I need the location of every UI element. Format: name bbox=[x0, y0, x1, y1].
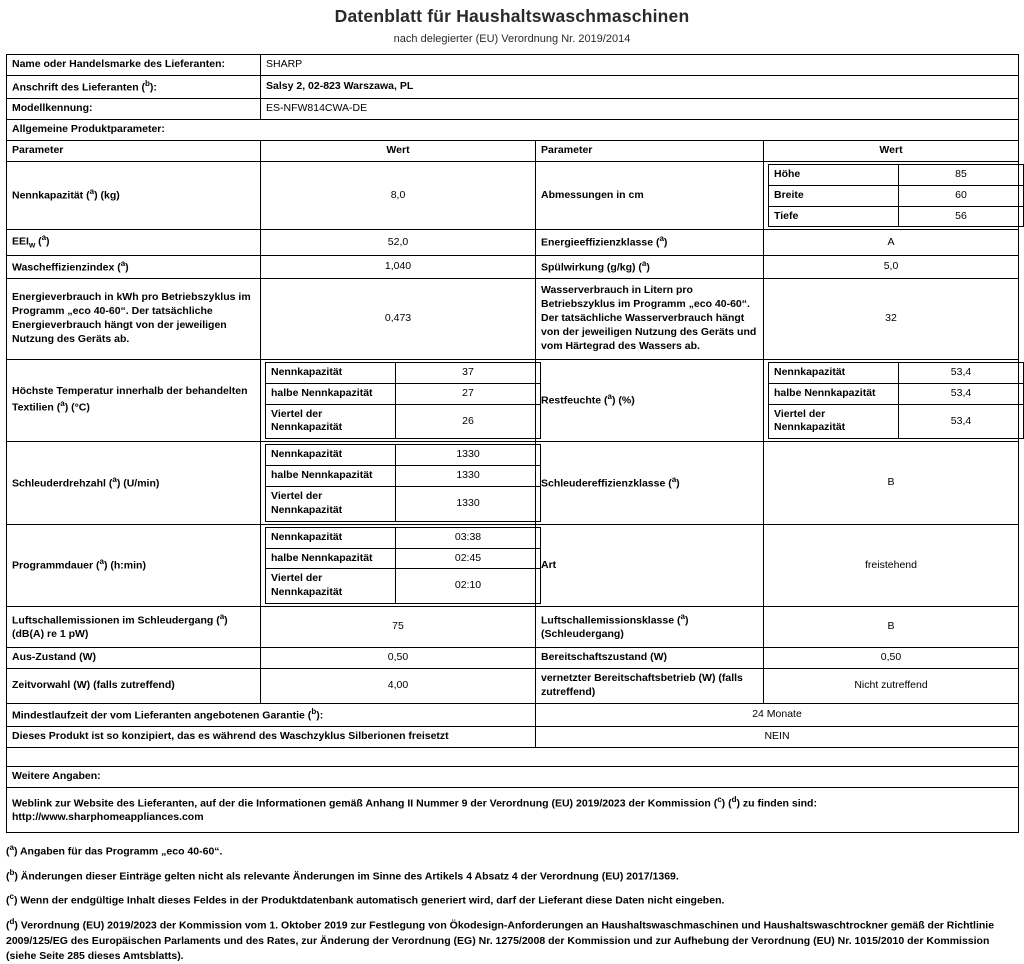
footnote-ref-a: a bbox=[41, 233, 47, 243]
table-row-spacer bbox=[7, 747, 1019, 766]
table-row-capacity-dimensions bbox=[7, 161, 1019, 230]
table-row-duration-type bbox=[7, 524, 1019, 606]
footnote-ref-a: a bbox=[112, 474, 117, 484]
weblink-text-end: ) zu finden sind: bbox=[736, 797, 817, 810]
standby-value: 0,50 bbox=[764, 648, 1019, 669]
footnote-ref-b: b bbox=[145, 78, 150, 88]
moisture-label-text: Restfeuchte ( bbox=[541, 394, 608, 407]
footnote-ref-a: a bbox=[680, 612, 685, 622]
spin-speed-label-full: Nennkapazität bbox=[266, 445, 396, 466]
footnote-d: ($^d$) Verordnung (EU) 2019/2023 der Kommission vom 1. Oktober 2019 zur Festlegung von Ökodesign-Anforderungen an Haushaltswaschmaschinen und Haushaltswaschtrockner gemäß der Richtlinie 2009/125/EG des Europäischen Parlaments und des Rates, zur Änderung der Verordnung (EG) Nr. 1275/2008 der Kommission und zur Aufhebung der Verordnung (EU) Nr. 1015/2010 der Kommission (siehe Seite 285 dieses Amtsblatts). bbox=[6, 917, 995, 962]
silver-ions-value: NEIN bbox=[536, 727, 1019, 748]
table-row-headers bbox=[7, 140, 1019, 161]
duration-subtable-cell bbox=[261, 524, 536, 606]
standby-label: Bereitschaftszustand (W) bbox=[536, 648, 764, 669]
capacity-label-end: ) (kg) bbox=[94, 189, 120, 202]
rinse-label-text: Spülwirkung (g/kg) ( bbox=[541, 261, 642, 274]
dimension-label-width: Breite bbox=[769, 185, 899, 206]
duration-label-end: ) (h:min) bbox=[103, 559, 146, 572]
dimensions-subtable bbox=[768, 164, 1024, 228]
spacer-cell bbox=[7, 747, 1019, 766]
max-temp-label-full: Nennkapazität bbox=[266, 362, 396, 383]
table-row-temperature-moisture bbox=[7, 359, 1019, 441]
table-row-wash-index bbox=[7, 255, 1019, 278]
spin-speed-value-full: 1330 bbox=[396, 445, 541, 466]
footnote-ref-a: a bbox=[659, 234, 664, 244]
table-row-weblink bbox=[7, 787, 1019, 832]
spin-speed-label-half: halbe Nennkapazität bbox=[266, 466, 396, 487]
footnote-ref-a: a bbox=[671, 474, 677, 484]
type-label: Art bbox=[536, 524, 764, 606]
duration-label-full: Nennkapazität bbox=[266, 527, 396, 548]
footnote-ref-a: a bbox=[99, 557, 104, 567]
weblink-text: Weblink zur Website des Lieferanten, auf der die Informationen gemäß Anhang II Nummer 9 der Verordnung (EU) 2019/2023 der Kommission ( bbox=[12, 797, 718, 810]
moisture-label-half: halbe Nennkapazität bbox=[769, 383, 899, 404]
eei-label-text: EEI bbox=[12, 235, 29, 248]
model-value: ES-NFW814CWA-DE bbox=[261, 99, 1019, 120]
table-row-silver-ions bbox=[7, 727, 1019, 748]
supplier-name-label: Name oder Handelsmarke des Lieferanten: bbox=[7, 55, 261, 76]
networked-value: Nicht zutreffend bbox=[764, 669, 1019, 704]
duration-row-quarter bbox=[266, 569, 541, 604]
delay-label: Zeitvorwahl (W) (falls zutreffend) bbox=[7, 669, 261, 704]
max-temp-subtable bbox=[265, 362, 541, 439]
max-temp-label-end: ) (°C) bbox=[64, 401, 90, 414]
spin-speed-row-quarter bbox=[266, 487, 541, 522]
header-parameter-left: Parameter bbox=[7, 140, 261, 161]
spin-speed-value-quarter: 1330 bbox=[396, 487, 541, 522]
max-temp-row-full bbox=[266, 362, 541, 383]
wash-index-value: 1,040 bbox=[261, 255, 536, 278]
noise-label-end: ) (dB(A) re 1 pW) bbox=[12, 614, 228, 641]
moisture-label-end: ) (%) bbox=[611, 394, 635, 407]
dimension-value-width: 60 bbox=[899, 185, 1024, 206]
header-parameter-right: Parameter bbox=[536, 140, 764, 161]
footnote-marker-a: a bbox=[9, 842, 14, 852]
footnote-c-text: ) Wenn der endgültige Inhalt dieses Feldes in der Produktdatenbank automatisch generiert wird, darf der Lieferant diese Daten nicht eingeben. bbox=[13, 894, 725, 907]
off-mode-label: Aus-Zustand (W) bbox=[7, 648, 261, 669]
footnote-marker-d: d bbox=[9, 917, 15, 926]
spin-speed-label-end: ) (U/min) bbox=[116, 477, 160, 490]
spin-speed-label-quarter: Viertel der Nennkapazität bbox=[266, 487, 396, 522]
table-row-eei bbox=[7, 230, 1019, 255]
further-info-label: Weitere Angaben: bbox=[7, 766, 1019, 787]
weblink-url[interactable]: http://www.sharphomeappliances.com bbox=[12, 811, 204, 824]
datasheet-table bbox=[6, 54, 1019, 833]
table-row-delay-networked bbox=[7, 669, 1019, 704]
duration-label bbox=[7, 524, 261, 606]
energy-consumption-label: Energieverbrauch in kWh pro Betriebszyklus im Programm „eco 40-60“. Der tatsächliche Energieverbrauch hängt von der jeweiligen Nutzung des Geräts ab. bbox=[7, 278, 261, 359]
table-row-spin bbox=[7, 442, 1019, 524]
noise-class-label bbox=[536, 607, 764, 648]
moisture-subtable bbox=[768, 362, 1024, 439]
duration-label-text: Programmdauer ( bbox=[12, 559, 100, 572]
spin-speed-value-half: 1330 bbox=[396, 466, 541, 487]
capacity-label bbox=[7, 161, 261, 230]
rinse-label: Spülwirkung (g/kg) ($^a$) bbox=[536, 255, 764, 278]
duration-value-full: 03:38 bbox=[396, 527, 541, 548]
footnote-b: ($^b$) Änderungen dieser Einträge gelten nicht als relevante Änderungen im Sinne des Artikels 4 Absatz 4 der Verordnung (EU) 2017/1369. bbox=[6, 867, 679, 883]
max-temp-label-quarter: Viertel der Nennkapazität bbox=[266, 404, 396, 439]
duration-value-quarter: 02:10 bbox=[396, 569, 541, 604]
max-temp-label bbox=[7, 359, 261, 441]
max-temp-label-half: halbe Nennkapazität bbox=[266, 383, 396, 404]
max-temp-value-quarter: 26 bbox=[396, 404, 541, 439]
footnote-d-text: ) Verordnung (EU) 2019/2023 der Kommission vom 1. Oktober 2019 zur Festlegung von Ökodesign-Anforderungen an Haushaltswaschmaschinen und Haushaltswaschtrockner gemäß der Richtlinie 2009/125/EG des Europäischen Parlaments und des Rates, zur Änderung der Verordnung (EG) Nr. 1275/2008 der Kommission und zur Aufhebung der Verordnung (EU) Nr. 1015/2010 der Kommission (siehe Seite 285 dieses Amtsblatts). bbox=[6, 919, 995, 962]
footnote-ref-b: b bbox=[311, 706, 317, 716]
model-label: Modellkennung: bbox=[7, 99, 261, 120]
supplier-address-value: Salsy 2, 02-823 Warszawa, PL bbox=[261, 75, 1019, 98]
duration-label-half: halbe Nennkapazität bbox=[266, 548, 396, 569]
duration-subtable bbox=[265, 527, 541, 604]
table-row-off-standby bbox=[7, 648, 1019, 669]
footnote-ref-a: a bbox=[641, 258, 647, 268]
moisture-row-half bbox=[769, 383, 1024, 404]
warranty-label-text: Mindestlaufzeit der vom Lieferanten angebotenen Garantie ( bbox=[12, 709, 312, 722]
table-row-noise bbox=[7, 607, 1019, 648]
table-row-consumption bbox=[7, 278, 1019, 359]
footnote-c: ($^c$) Wenn der endgültige Inhalt dieses Feldes in der Produktdatenbank automatisch generiert wird, darf der Lieferant diese Daten nicht eingeben. bbox=[6, 892, 725, 907]
moisture-label bbox=[536, 359, 764, 441]
eei-value: 52,0 bbox=[261, 230, 536, 255]
noise-label-text: Luftschallemissionen im Schleudergang ( bbox=[12, 614, 220, 627]
wash-index-label-text: Wascheffizienzindex ( bbox=[12, 261, 121, 274]
table-row-model bbox=[7, 99, 1019, 120]
footnote-ref-c: c bbox=[717, 794, 722, 804]
max-temp-label-text: Höchste Temperatur innerhalb der behandelten Textilien ( bbox=[12, 385, 248, 414]
table-row-supplier-address bbox=[7, 75, 1019, 98]
supplier-address-label-end: ): bbox=[149, 81, 157, 94]
rinse-value: 5,0 bbox=[764, 255, 1019, 278]
moisture-subtable-cell bbox=[764, 359, 1019, 441]
noise-label bbox=[7, 607, 261, 648]
capacity-label-text: Nennkapazität ( bbox=[12, 189, 90, 202]
dimensions-subtable-cell bbox=[764, 161, 1019, 230]
moisture-value-full: 53,4 bbox=[899, 362, 1024, 383]
dimension-row-depth bbox=[769, 206, 1024, 227]
spin-speed-row-half bbox=[266, 466, 541, 487]
off-mode-value: 0,50 bbox=[261, 648, 536, 669]
spin-class-label-text: Schleudereffizienzklasse ( bbox=[541, 477, 672, 490]
footnote-a: ($^a$) Angaben für das Programm „eco 40-60“. bbox=[6, 842, 223, 858]
eei-label-subscript: w bbox=[28, 240, 36, 250]
spin-class-value: B bbox=[764, 442, 1019, 524]
dimension-value-height: 85 bbox=[899, 164, 1024, 185]
table-row-warranty bbox=[7, 703, 1019, 726]
header-value-left: Wert bbox=[261, 140, 536, 161]
max-temp-subtable-cell bbox=[261, 359, 536, 441]
general-parameters-label: Allgemeine Produktparameter: bbox=[7, 120, 1019, 141]
spin-speed-label-text: Schleuderdrehzahl ( bbox=[12, 477, 113, 490]
max-temp-row-half bbox=[266, 383, 541, 404]
eei-label-mid: ( bbox=[35, 235, 42, 248]
moisture-label-quarter: Viertel der Nennkapazität bbox=[769, 404, 899, 439]
table-row-supplier-name bbox=[7, 55, 1019, 76]
networked-label: vernetzter Bereitschaftsbetrieb (W) (falls zutreffend) bbox=[536, 669, 764, 704]
wash-index-label: Wascheffizienzindex ($^a$) bbox=[7, 255, 261, 278]
dimension-label-height: Höhe bbox=[769, 164, 899, 185]
dimension-row-height bbox=[769, 164, 1024, 185]
delay-value: 4,00 bbox=[261, 669, 536, 704]
spin-speed-label bbox=[7, 442, 261, 524]
capacity-value: 8,0 bbox=[261, 161, 536, 230]
energy-consumption-value: 0,473 bbox=[261, 278, 536, 359]
weblink-cell bbox=[7, 787, 1019, 832]
energy-class-label-text: Energieeffizienzklasse ( bbox=[541, 236, 660, 249]
moisture-label-full: Nennkapazität bbox=[769, 362, 899, 383]
noise-class-value: B bbox=[764, 607, 1019, 648]
noise-class-label-text: Luftschallemissionsklasse ( bbox=[541, 614, 681, 627]
max-temp-row-quarter bbox=[266, 404, 541, 439]
supplier-address-label bbox=[7, 75, 261, 98]
noise-value: 75 bbox=[261, 607, 536, 648]
footnote-ref-a: a bbox=[607, 392, 612, 402]
duration-value-half: 02:45 bbox=[396, 548, 541, 569]
water-consumption-label: Wasserverbrauch in Litern pro Betriebszyklus im Programm „eco 40-60“. Der tatsächliche Wasserverbrauch hängt von der jeweiligen Nutzung des Geräts und vom Härtegrad des Wassers ab. bbox=[536, 278, 764, 359]
footnotes-block bbox=[6, 833, 1018, 964]
header-value-right: Wert bbox=[764, 140, 1019, 161]
max-temp-value-half: 27 bbox=[396, 383, 541, 404]
type-value: freistehend bbox=[764, 524, 1019, 606]
footnote-ref-a: a bbox=[120, 258, 126, 268]
warranty-label-end: ): bbox=[316, 709, 324, 722]
moisture-value-quarter: 53,4 bbox=[899, 404, 1024, 439]
spin-class-label: Schleudereffizienzklasse ($^a$) bbox=[536, 442, 764, 524]
moisture-row-quarter bbox=[769, 404, 1024, 439]
dimensions-label: Abmessungen in cm bbox=[536, 161, 764, 230]
weblink-text-mid: ) ( bbox=[721, 797, 732, 810]
duration-label-quarter: Viertel der Nennkapazität bbox=[266, 569, 396, 604]
spin-speed-subtable bbox=[265, 444, 541, 521]
spin-speed-subtable-cell bbox=[261, 442, 536, 524]
table-row-general bbox=[7, 120, 1019, 141]
dimension-label-depth: Tiefe bbox=[769, 206, 899, 227]
warranty-value: 24 Monate bbox=[536, 703, 1019, 726]
footnote-ref-d: d bbox=[731, 794, 737, 804]
energy-class-label: Energieeffizienzklasse ($^a$) bbox=[536, 230, 764, 255]
moisture-row-full bbox=[769, 362, 1024, 383]
duration-row-half bbox=[266, 548, 541, 569]
footnote-a-text: ) Angaben für das Programm „eco 40-60“. bbox=[13, 845, 223, 858]
page-title: Datenblatt für Haushaltswaschmaschinen bbox=[334, 6, 690, 26]
supplier-name-value: SHARP bbox=[261, 55, 1019, 76]
duration-row-full bbox=[266, 527, 541, 548]
warranty-label bbox=[7, 703, 536, 726]
energy-class-value: A bbox=[764, 230, 1019, 255]
table-row-further bbox=[7, 766, 1019, 787]
footnote-marker-c: c bbox=[9, 892, 14, 902]
page-subtitle: nach delegierter (EU) Verordnung Nr. 2019/2014 bbox=[393, 33, 631, 45]
eei-label: $EEI_w$ ($^a$) bbox=[7, 230, 261, 255]
noise-class-label-end: ) (Schleudergang) bbox=[541, 614, 689, 641]
max-temp-value-full: 37 bbox=[396, 362, 541, 383]
footnote-b-text: ) Änderungen dieser Einträge gelten nicht als relevante Änderungen im Sinne des Artikels 4 Absatz 4 der Verordnung (EU) 2017/1369. bbox=[14, 870, 679, 883]
footnote-ref-a: a bbox=[219, 612, 225, 622]
silver-ions-label: Dieses Produkt ist so konzipiert, das es während des Waschzyklus Silberionen freisetzt bbox=[7, 727, 536, 748]
dimension-value-depth: 56 bbox=[899, 206, 1024, 227]
footnote-ref-a: a bbox=[89, 187, 95, 197]
footnote-ref-a: a bbox=[60, 399, 65, 409]
footnote-marker-b: b bbox=[9, 867, 15, 877]
spin-speed-row-full bbox=[266, 445, 541, 466]
moisture-value-half: 53,4 bbox=[899, 383, 1024, 404]
dimension-row-width bbox=[769, 185, 1024, 206]
water-consumption-value: 32 bbox=[764, 278, 1019, 359]
supplier-address-label-text: Anschrift des Lieferanten ( bbox=[12, 81, 146, 94]
